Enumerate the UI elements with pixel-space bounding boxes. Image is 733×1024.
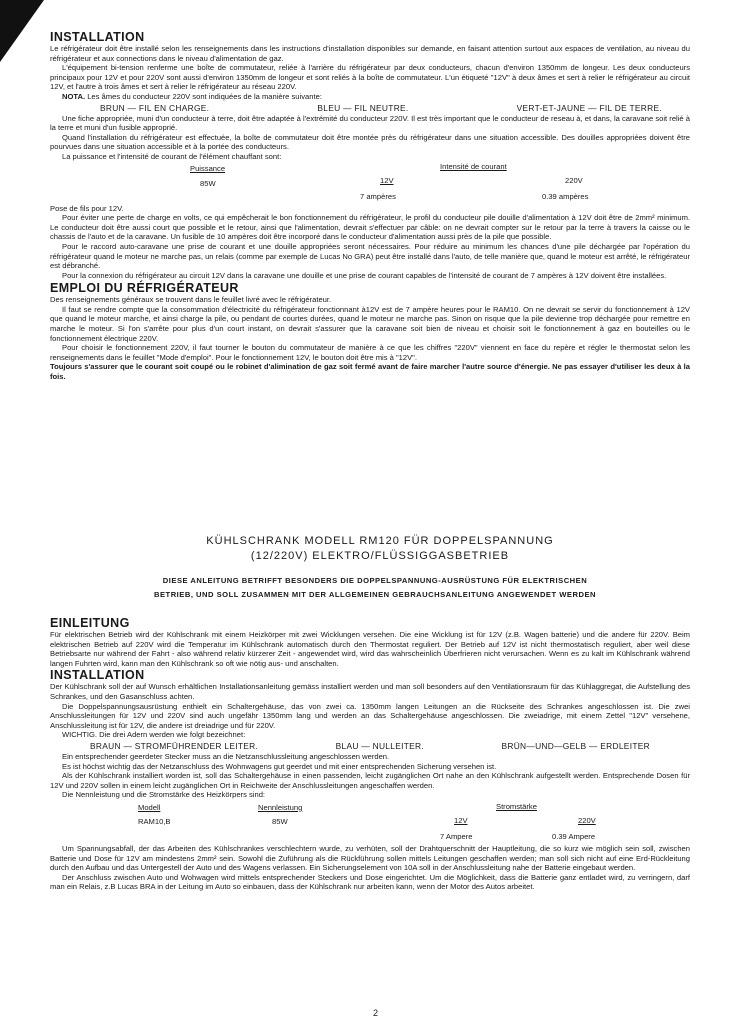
- de-wire-brown: BRAUN — STROMFÜHRENDER LEITER.: [90, 740, 259, 751]
- de-wire-green-yellow: BRÜN—UND—GELB — ERDLEITER: [501, 740, 650, 751]
- fr-wire-colors: [50, 102, 690, 114]
- fr-nota-label: NOTA.: [62, 91, 86, 101]
- de-subheading-line1: DIESE ANLEITUNG BETRIFFT BESONDERS DIE DOPPELSPANNUNG-AUSRÜSTUNG FÜR ELEKTRISCHEN: [162, 576, 588, 585]
- de-table-12v-amps: 7 Ampere: [440, 831, 473, 841]
- fr-table-220v-amps: 0.39 ampères: [542, 191, 589, 201]
- fr-install-para: Une fiche appropriée, muni d'un conducteur à terre, doit être adaptée à l'extrémité du conducteur 220V. Il est très important que le conducteur de reseau à, et dans, la caravane soit relié à la terre et muni d'un fusible approprié.: [50, 113, 690, 133]
- de-install-para: Als der Kühlschrank installiert worden ist, soll das Schaltergehäuse in einen passenden, leicht zugänglichen Ort nahe an den Kühlschrank aufgestellt werden. Entsprechende Dosen für 12V und 220V sollen in einem leicht zugänglichen Ort in Reichweite der Anschlussleitungen angeschaffen werden.: [50, 771, 690, 790]
- de-install-para: Der Kühlschrank soll der auf Wunsch erhältlichen Installationsanleitung gemäss installiert werden und man soll besonders auf den Ventilationsraum für das Kühlaggregat, die Aufstellung des Schrankes, und den Gasanschluss achten.: [50, 682, 690, 701]
- de-table-220v-amps: 0.39 Ampere: [552, 831, 596, 841]
- fr-install-para: Quand l'installation du réfrigérateur est effectuée, la boîte de commutateur doit être montée près du réfrigérateur dans une situation accessible. Des douilles appropriées doivent être pourvues dans une situation accessible et à la portée des conducteurs.: [50, 132, 690, 152]
- de-table-col-current: Stromstärke: [496, 801, 537, 811]
- de-installation-heading: INSTALLATION: [50, 668, 145, 683]
- fr-nota-text: Les âmes du conducteur 220V sont indiquées de la manière suivante:: [87, 91, 322, 101]
- fr-wire-green-yellow: VERT-ET-JAUNE — FIL DE TERRE.: [516, 102, 662, 113]
- fr-wire-blue: BLEU — FIL NEUTRE.: [317, 102, 409, 113]
- fr-power-table: [50, 162, 690, 204]
- fr-cable-para: Pour la connexion du réfrigérateur au circuit 12V dans la caravane une douille et une prise de courant capables de l'intensité de courant de 7 ampères à 12V doivent être installées.: [62, 270, 667, 280]
- fr-table-col-power: Puissance: [190, 163, 226, 173]
- fr-usage-para: Pour choisir le fonctionnement 220V, il faut tourner le bouton du commutateur de manière à ce que les chiffres "220V" viennent en face du repère et régler le thermostat selon les renseignements dans le feuillet "Mode d'emploi". Pour le fonctionnement 12V, le bouton doit être mis à "12V".: [50, 343, 690, 362]
- de-final-para: Um Spannungsabfall, der das Arbeiten des Kühlschrankes verschlechtern wurde, zu verhüten, soll der Drahtquerschnitt der Hauptleitung, die so kurz wie möglich sein soll, zwischen Batterie und Dose für 12V am mindestens 2mm² sein. Sowohl die Zuführung als die Rückführung sollen mittels Leitungen geschaffen werden; man soll sich nicht auf eine Erd-Rückleitung durch den Aufbau und das Untergestell der Auto und des Wagens verlassen. Ein Sicherungselement von 10A soll in der Anschlussleitung nahe der Batterie eingebaut werden.: [50, 843, 690, 873]
- de-table-col-model: Modell: [138, 802, 161, 812]
- scan-corner-mark: [0, 0, 44, 62]
- fr-cable-heading: Pose de fils pour 12V.: [50, 203, 124, 213]
- fr-table-220v: 220V: [565, 175, 583, 185]
- de-table-model: RAM10,B: [138, 816, 171, 826]
- de-wichtig-label: WICHTIG.: [62, 730, 98, 740]
- fr-table-12v: 12V: [380, 175, 394, 185]
- fr-installation-heading: INSTALLATION: [50, 30, 145, 44]
- fr-table-12v-amps: 7 ampères: [360, 191, 396, 201]
- de-wichtig-line: [50, 730, 690, 740]
- fr-wire-brown: BRUN — FIL EN CHARGE.: [100, 102, 210, 113]
- de-title-line1: KÜHLSCHRANK MODELL RM120 FÜR DOPPELSPANNUNG: [206, 535, 554, 547]
- fr-table-power: 85W: [200, 178, 216, 188]
- de-table-col-power: Nennleistung: [258, 802, 303, 812]
- fr-warning: Toujours s'assurer que le courant soit coupé ou le robinet d'alimination de gaz soit fermé avant de faire marcher l'autre source d'énergie. Ne pas essayer d'utiliser les deux à la fois.: [50, 362, 690, 382]
- de-install-para: Die Doppelspannungsausrüstung enthielt ein Schaltergehäuse, das von zwei ca. 1350mm langen Leitungen an die Rückseite des Schrankes angeschlossen ist. Die zwei Anschlussleitungen für 12V und 220V sind auch ungefähr 1350mm lang und werden an das Schaltergehäuse angeschlossen. Die zweiadrige, mit einem Zettel "12V" versehene, Anschlussleitung ist für 12V, die andere ist dreiadrige und für 220V.: [50, 701, 690, 730]
- fr-install-para: L'équipement bi-tension renferme une boîte de commutateur, reliée à l'arrière du réfrigérateur par deux conducteurs, chacun d'environ 1350mm de longeur. Les deux conducteurs principaux pour 12V et pour 220V sont aussi d'environ 1350mm de longeur et sont reliés à la boîte de commutateur. L'un étiqueté "12V" à deux âmes et sert à relier le réfrigérateur au circuit 12V, et l'autre à trois âmes et sert à relier le réfrigérateur au réseau 220V.: [50, 63, 690, 92]
- fr-cable-para: Pour le raccord auto-caravane une prise de courant et une douille appropriées seront nécessaires. Pour réduire au minimum les chances d'une pile déchargée par l'opération du réfrigérateur quand le moteur ne marche pas, un relais (comme par exemple de Lucas No GRA) peut être installé dans l'auto, de telle manière que, quand le moteur est arrêté, le réfrigérateur est débranché.: [50, 241, 690, 271]
- fr-install-para: Le réfrigérateur doit être installé selon les renseignements dans les instructions d'installation disponibles sur demande, en faisant attention surtout aux espaces de ventilation, au niveau du réfrigérateur et aux connections dans le niveau d'alimentation de gaz.: [50, 44, 690, 63]
- de-final-para: Der Anschluss zwischen Auto und Wohwagen wird mittels entsprechender Steckers und Dose eingerichtet. Um die Möglichkeit, dass die Batterie ganz entladet wird, zu verringern, darf man ein Relais, z.B Lucas BRA in der Leitung im Auto so einbauen, dass der Kühlschrank nur arbeiten kann, wenn der Motor des Autos arbeitet.: [50, 872, 690, 892]
- de-intro-heading: EINLEITUNG: [50, 616, 130, 630]
- de-wire-colors: [50, 740, 690, 752]
- fr-nota-line: [50, 92, 690, 102]
- page-number: 2: [373, 1008, 379, 1018]
- de-power-table: [50, 800, 690, 844]
- de-install-para: Die Nennleistung und die Stromstärke des Heizkörpers sind:: [62, 790, 266, 800]
- fr-usage-para: Il faut se rendre compte que la consommation d'électricité du réfrigérateur fonctionnant à12V est de 7 ampère heures pour le RAM10. On ne devrait se servir du fonctionnement à 12V que quand le moteur marche, et ainsi charge la pile, ou pendant de courtes durées, quand le moteur ne marche pas. Sinon on risque que la pile devienne trop déchargée pour remettre en marche le moteur. Si l'on s'arrête pour plus d'un court instant, on devrait s'assurer que la caravane soit bien de niveau et choisir soit le fonctionnement à gaz en bouteilles ou le fonctionnement électrique 220V.: [50, 304, 690, 343]
- de-wichtig-text: Die drei Adern werden wie folgt bezeichnet:: [99, 730, 246, 740]
- fr-install-para: La puissance et l'intensité de courant de l'élément chauffant sont:: [62, 151, 282, 161]
- de-wire-blue: BLAU — NULLEITER.: [335, 740, 425, 751]
- de-subheading-line2: BETRIEB, UND SOLL ZUSAMMEN MIT DER ALLGEMEINEN GEBRAUCHSANLEITUNG ANGEWENDET WERDEN: [154, 590, 596, 599]
- de-install-para: Es ist höchst wichtig das der Netzanschluss des Wohnwagens gut geerdet und mit einer entsprechenden Sicherung versehen ist.: [62, 761, 497, 771]
- de-install-para: Ein entsprechender geerdeter Stecker muss an die Netzanschlussleitung angeschlossen werden.: [62, 751, 390, 761]
- french-section: [50, 30, 690, 382]
- de-table-220v: 220V: [578, 815, 596, 825]
- fr-cable-para: Pour éviter une perte de charge en volts, ce qui empêcherait le bon fonctionnement du réfrigérateur, le profil du conducteur pile douille d'alimentation à 12V doit être de 2mm² minimum. Le conducteur doit être aussi court que possible et le retour, ainsi que l'alimentation, devrait s'effectuer par câble: on ne devrait compter sur le retour par la terre à travers la caisse ou le chassis de l'auto et de la caravane. Un fusible de 10 ampères doit être incorporé dans le conducteur d'alimentation aussi près de la pile que possible.: [50, 213, 690, 242]
- fr-usage-heading: EMPLOI DU RÉFRIGÉRATEUR: [50, 281, 239, 296]
- de-title-line2: (12/220V) ELEKTRO/FLÜSSIGGASBETRIEB: [250, 550, 510, 562]
- german-section: [50, 534, 690, 892]
- fr-usage-para: Des renseignements généraux se trouvent dans le feuillet livré avec le réfrigérateur.: [50, 295, 332, 305]
- de-table-12v: 12V: [454, 815, 468, 825]
- fr-table-col-current: Intensité de courant: [440, 161, 507, 171]
- de-intro-text: Für elektrischen Betrieb wird der Kühlschrank mit einem Heizkörper mit zwei Wicklungen versehen. Die eine Wicklung ist für 12V (z.B. Wagen batterie) und die andere für 220V. Beim elektrischen Betrieb auf 220V wird die Temperatur im Kühlschrank automatisch durch den Thermostat reguliert. Der Betrieb auf 12V ist nicht thermostatisch reguliert, aber weil diese Betriebsarte nur während der Fahrt - also während relativ kürzerer Zeit - angewendet wird, wird das wahrscheinlich Überfrieren nicht verursachen. Wenn es zu kalt im Kühlschrank während langen Fuhrten wird, kann man den Kühlschrank so oft wie nötig aus- und anschalten.: [50, 630, 690, 668]
- de-table-power: 85W: [272, 816, 288, 826]
